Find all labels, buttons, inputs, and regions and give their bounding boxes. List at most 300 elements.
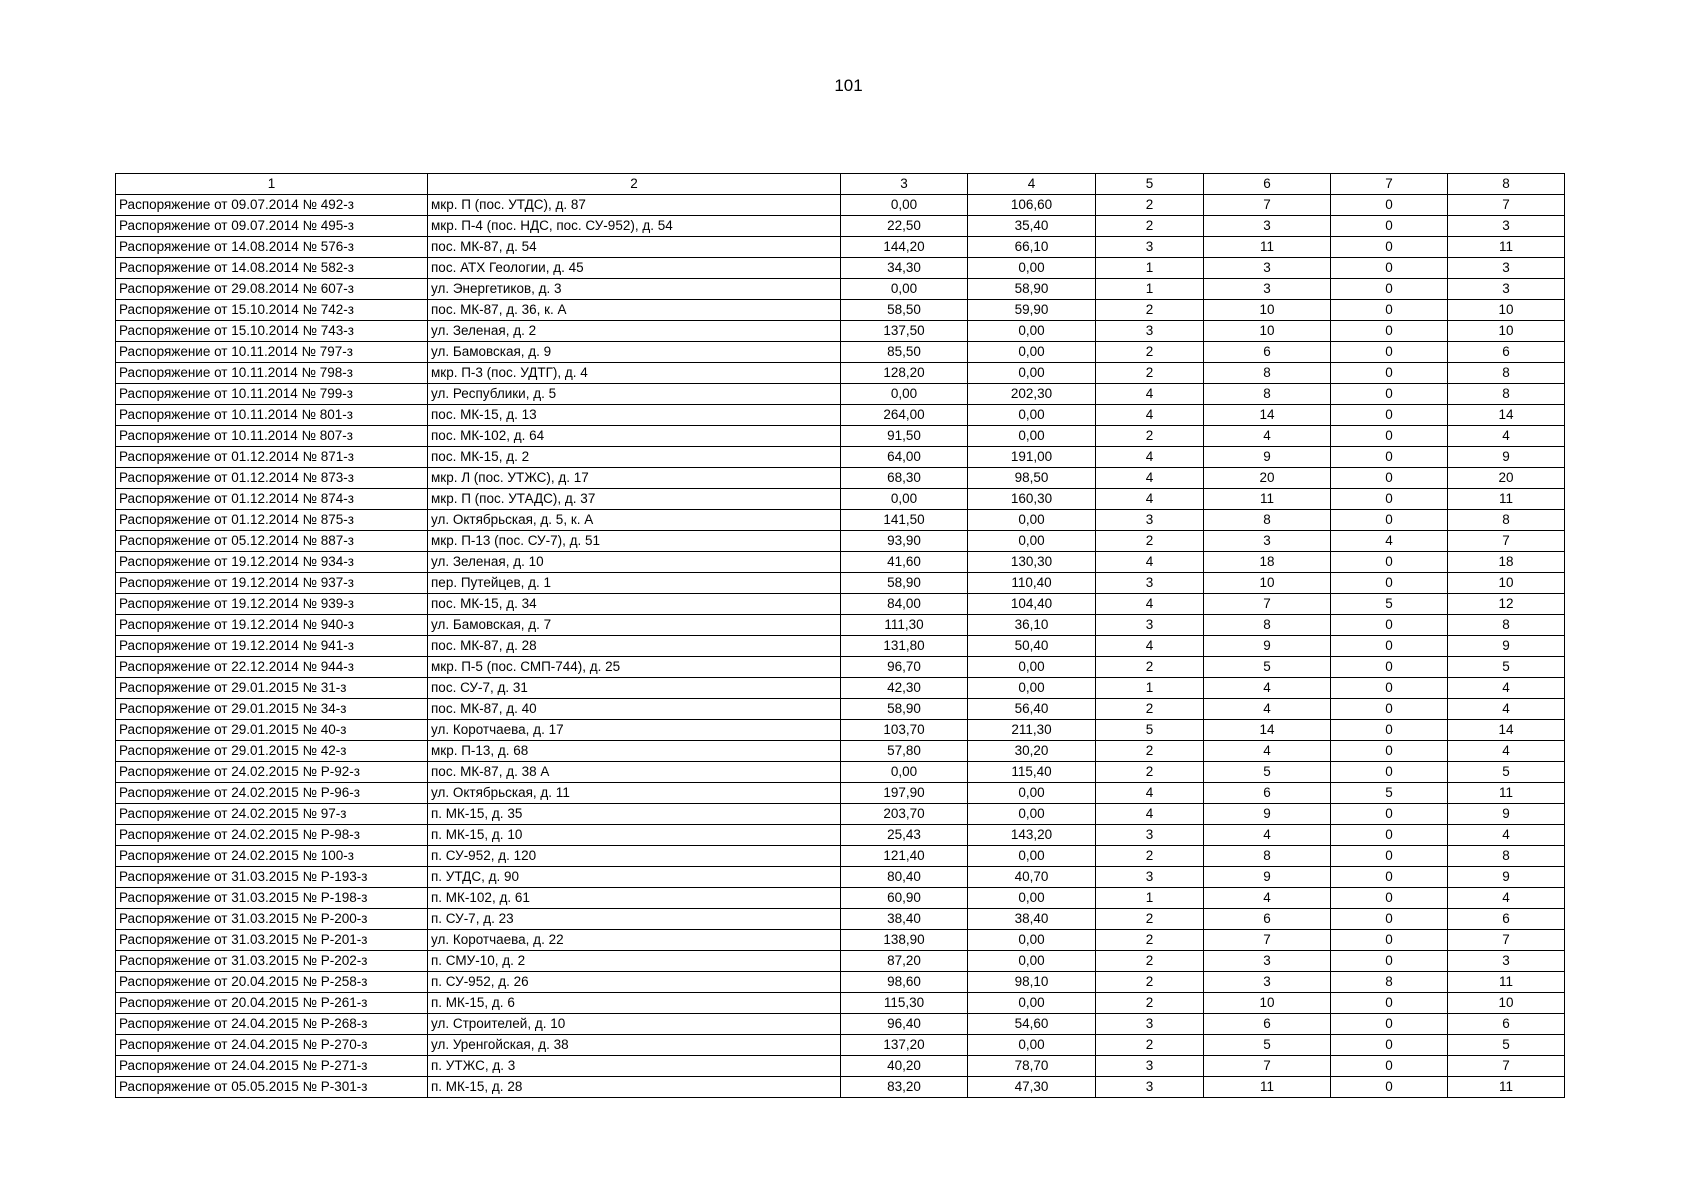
value-col7-cell: 0: [1331, 321, 1448, 342]
value-col6-cell: 9: [1204, 867, 1331, 888]
value-col6-cell: 10: [1204, 321, 1331, 342]
value-col4-cell: 104,40: [968, 594, 1096, 615]
address-cell: пос. АТХ Геологии, д. 45: [428, 258, 841, 279]
value-col4-cell: 0,00: [968, 783, 1096, 804]
value-col3-cell: 42,30: [841, 678, 968, 699]
value-col3-cell: 96,70: [841, 657, 968, 678]
value-col8-cell: 4: [1448, 888, 1565, 909]
value-col3-cell: 0,00: [841, 279, 968, 300]
address-cell: пос. МК-87, д. 54: [428, 237, 841, 258]
value-col6-cell: 7: [1204, 930, 1331, 951]
order-cell: Распоряжение от 24.02.2015 № 100-з: [116, 846, 428, 867]
address-cell: п. МК-15, д. 6: [428, 993, 841, 1014]
value-col7-cell: 0: [1331, 951, 1448, 972]
address-cell: мкр. П (пос. УТДС), д. 87: [428, 195, 841, 216]
value-col5-cell: 2: [1096, 846, 1204, 867]
value-col3-cell: 111,30: [841, 615, 968, 636]
value-col4-cell: 59,90: [968, 300, 1096, 321]
value-col6-cell: 7: [1204, 195, 1331, 216]
value-col6-cell: 14: [1204, 720, 1331, 741]
address-cell: мкр. П-5 (пос. СМП-744), д. 25: [428, 657, 841, 678]
value-col4-cell: 0,00: [968, 510, 1096, 531]
value-col8-cell: 6: [1448, 909, 1565, 930]
address-cell: пос. МК-15, д. 13: [428, 405, 841, 426]
address-cell: ул. Коротчаева, д. 22: [428, 930, 841, 951]
table-row: [116, 279, 1565, 300]
value-col5-cell: 2: [1096, 531, 1204, 552]
value-col8-cell: 6: [1448, 1014, 1565, 1035]
value-col8-cell: 11: [1448, 972, 1565, 993]
value-col7-cell: 0: [1331, 1077, 1448, 1098]
value-col4-cell: 0,00: [968, 930, 1096, 951]
value-col8-cell: 6: [1448, 342, 1565, 363]
value-col8-cell: 11: [1448, 1077, 1565, 1098]
value-col6-cell: 18: [1204, 552, 1331, 573]
value-col7-cell: 0: [1331, 237, 1448, 258]
table-row: [116, 300, 1565, 321]
value-col7-cell: 5: [1331, 594, 1448, 615]
value-col6-cell: 9: [1204, 636, 1331, 657]
value-col6-cell: 11: [1204, 489, 1331, 510]
table-row: [116, 951, 1565, 972]
order-cell: Распоряжение от 19.12.2014 № 939-з: [116, 594, 428, 615]
order-cell: Распоряжение от 24.02.2015 № 97-з: [116, 804, 428, 825]
value-col5-cell: 3: [1096, 237, 1204, 258]
address-cell: мкр. П-13, д. 68: [428, 741, 841, 762]
value-col7-cell: 0: [1331, 636, 1448, 657]
value-col7-cell: 0: [1331, 1035, 1448, 1056]
value-col7-cell: 0: [1331, 1014, 1448, 1035]
value-col5-cell: 2: [1096, 216, 1204, 237]
value-col3-cell: 57,80: [841, 741, 968, 762]
value-col7-cell: 5: [1331, 783, 1448, 804]
value-col4-cell: 0,00: [968, 426, 1096, 447]
value-col4-cell: 0,00: [968, 363, 1096, 384]
value-col8-cell: 7: [1448, 195, 1565, 216]
address-cell: п. МК-102, д. 61: [428, 888, 841, 909]
value-col7-cell: 0: [1331, 825, 1448, 846]
column-header-4: 4: [968, 174, 1096, 195]
order-cell: Распоряжение от 22.12.2014 № 944-з: [116, 657, 428, 678]
value-col5-cell: 2: [1096, 741, 1204, 762]
value-col3-cell: 96,40: [841, 1014, 968, 1035]
table-row: [116, 825, 1565, 846]
order-cell: Распоряжение от 31.03.2015 № Р-202-з: [116, 951, 428, 972]
value-col3-cell: 22,50: [841, 216, 968, 237]
table-row: [116, 363, 1565, 384]
value-col3-cell: 68,30: [841, 468, 968, 489]
value-col8-cell: 7: [1448, 1056, 1565, 1077]
value-col7-cell: 0: [1331, 846, 1448, 867]
value-col3-cell: 85,50: [841, 342, 968, 363]
value-col4-cell: 30,20: [968, 741, 1096, 762]
value-col6-cell: 11: [1204, 1077, 1331, 1098]
value-col8-cell: 3: [1448, 951, 1565, 972]
address-cell: пос. МК-102, д. 64: [428, 426, 841, 447]
address-cell: ул. Энергетиков, д. 3: [428, 279, 841, 300]
value-col8-cell: 9: [1448, 636, 1565, 657]
address-cell: ул. Бамовская, д. 7: [428, 615, 841, 636]
value-col8-cell: 3: [1448, 279, 1565, 300]
value-col5-cell: 3: [1096, 867, 1204, 888]
value-col5-cell: 3: [1096, 1014, 1204, 1035]
value-col6-cell: 4: [1204, 825, 1331, 846]
value-col5-cell: 4: [1096, 468, 1204, 489]
value-col5-cell: 5: [1096, 720, 1204, 741]
value-col7-cell: 0: [1331, 447, 1448, 468]
order-cell: Распоряжение от 29.01.2015 № 40-з: [116, 720, 428, 741]
value-col7-cell: 0: [1331, 573, 1448, 594]
address-cell: п. МК-15, д. 35: [428, 804, 841, 825]
value-col3-cell: 115,30: [841, 993, 968, 1014]
value-col4-cell: 0,00: [968, 657, 1096, 678]
order-cell: Распоряжение от 19.12.2014 № 937-з: [116, 573, 428, 594]
value-col8-cell: 9: [1448, 804, 1565, 825]
value-col7-cell: 0: [1331, 741, 1448, 762]
table-row: [116, 699, 1565, 720]
value-col7-cell: 0: [1331, 342, 1448, 363]
order-cell: Распоряжение от 19.12.2014 № 941-з: [116, 636, 428, 657]
page-number: 101: [834, 76, 863, 95]
value-col3-cell: 58,50: [841, 300, 968, 321]
value-col4-cell: 35,40: [968, 216, 1096, 237]
value-col4-cell: 130,30: [968, 552, 1096, 573]
value-col3-cell: 80,40: [841, 867, 968, 888]
value-col8-cell: 7: [1448, 930, 1565, 951]
value-col5-cell: 3: [1096, 573, 1204, 594]
table-row: [116, 384, 1565, 405]
column-header-7: 7: [1331, 174, 1448, 195]
value-col4-cell: 78,70: [968, 1056, 1096, 1077]
table-row: [116, 867, 1565, 888]
order-cell: Распоряжение от 19.12.2014 № 940-з: [116, 615, 428, 636]
address-cell: ул. Строителей, д. 10: [428, 1014, 841, 1035]
value-col6-cell: 7: [1204, 1056, 1331, 1077]
order-cell: Распоряжение от 31.03.2015 № Р-198-з: [116, 888, 428, 909]
order-cell: Распоряжение от 29.01.2015 № 31-з: [116, 678, 428, 699]
order-cell: Распоряжение от 24.02.2015 № Р-96-з: [116, 783, 428, 804]
address-cell: ул. Зеленая, д. 10: [428, 552, 841, 573]
value-col8-cell: 4: [1448, 426, 1565, 447]
value-col7-cell: 0: [1331, 510, 1448, 531]
table-row: [116, 804, 1565, 825]
value-col3-cell: 34,30: [841, 258, 968, 279]
table-row: [116, 321, 1565, 342]
value-col4-cell: 106,60: [968, 195, 1096, 216]
value-col7-cell: 4: [1331, 531, 1448, 552]
value-col5-cell: 2: [1096, 699, 1204, 720]
address-cell: мкр. П-13 (пос. СУ-7), д. 51: [428, 531, 841, 552]
value-col5-cell: 1: [1096, 888, 1204, 909]
address-cell: пос. МК-87, д. 40: [428, 699, 841, 720]
value-col4-cell: 115,40: [968, 762, 1096, 783]
address-cell: п. СУ-952, д. 120: [428, 846, 841, 867]
table-row: [116, 510, 1565, 531]
table-row: [116, 552, 1565, 573]
value-col5-cell: 3: [1096, 1077, 1204, 1098]
value-col5-cell: 2: [1096, 930, 1204, 951]
table-row: [116, 447, 1565, 468]
value-col3-cell: 0,00: [841, 195, 968, 216]
value-col3-cell: 83,20: [841, 1077, 968, 1098]
order-cell: Распоряжение от 09.07.2014 № 495-з: [116, 216, 428, 237]
value-col7-cell: 0: [1331, 1056, 1448, 1077]
value-col5-cell: 2: [1096, 993, 1204, 1014]
order-cell: Распоряжение от 20.04.2015 № Р-258-з: [116, 972, 428, 993]
value-col5-cell: 4: [1096, 447, 1204, 468]
address-cell: п. УТЖС, д. 3: [428, 1056, 841, 1077]
value-col6-cell: 4: [1204, 699, 1331, 720]
value-col3-cell: 0,00: [841, 762, 968, 783]
value-col3-cell: 131,80: [841, 636, 968, 657]
value-col5-cell: 2: [1096, 363, 1204, 384]
address-cell: ул. Коротчаева, д. 17: [428, 720, 841, 741]
value-col3-cell: 58,90: [841, 573, 968, 594]
address-cell: ул. Уренгойская, д. 38: [428, 1035, 841, 1056]
value-col8-cell: 12: [1448, 594, 1565, 615]
table-row: [116, 468, 1565, 489]
order-cell: Распоряжение от 24.02.2015 № Р-98-з: [116, 825, 428, 846]
column-header-8: 8: [1448, 174, 1565, 195]
table-row: [116, 762, 1565, 783]
value-col6-cell: 11: [1204, 237, 1331, 258]
order-cell: Распоряжение от 20.04.2015 № Р-261-з: [116, 993, 428, 1014]
value-col4-cell: 0,00: [968, 951, 1096, 972]
value-col5-cell: 2: [1096, 762, 1204, 783]
value-col3-cell: 84,00: [841, 594, 968, 615]
order-cell: Распоряжение от 31.03.2015 № Р-193-з: [116, 867, 428, 888]
value-col5-cell: 4: [1096, 489, 1204, 510]
value-col5-cell: 2: [1096, 972, 1204, 993]
value-col8-cell: 10: [1448, 573, 1565, 594]
value-col6-cell: 4: [1204, 888, 1331, 909]
column-header-5: 5: [1096, 174, 1204, 195]
table-row: [116, 405, 1565, 426]
value-col8-cell: 4: [1448, 699, 1565, 720]
order-cell: Распоряжение от 01.12.2014 № 875-з: [116, 510, 428, 531]
table-row: [116, 930, 1565, 951]
value-col3-cell: 38,40: [841, 909, 968, 930]
order-cell: Распоряжение от 10.11.2014 № 797-з: [116, 342, 428, 363]
table-row: [116, 594, 1565, 615]
address-cell: пос. МК-87, д. 36, к. А: [428, 300, 841, 321]
value-col7-cell: 0: [1331, 615, 1448, 636]
value-col7-cell: 0: [1331, 552, 1448, 573]
value-col7-cell: 0: [1331, 720, 1448, 741]
value-col8-cell: 4: [1448, 825, 1565, 846]
table-row: [116, 888, 1565, 909]
value-col3-cell: 137,50: [841, 321, 968, 342]
value-col6-cell: 5: [1204, 762, 1331, 783]
value-col4-cell: 110,40: [968, 573, 1096, 594]
address-cell: п. МК-15, д. 10: [428, 825, 841, 846]
order-cell: Распоряжение от 10.11.2014 № 799-з: [116, 384, 428, 405]
address-cell: пос. МК-87, д. 28: [428, 636, 841, 657]
order-cell: Распоряжение от 14.08.2014 № 582-з: [116, 258, 428, 279]
value-col7-cell: 0: [1331, 216, 1448, 237]
order-cell: Распоряжение от 31.03.2015 № Р-200-з: [116, 909, 428, 930]
value-col5-cell: 2: [1096, 426, 1204, 447]
address-cell: пос. МК-15, д. 34: [428, 594, 841, 615]
address-cell: пос. МК-15, д. 2: [428, 447, 841, 468]
value-col4-cell: 66,10: [968, 237, 1096, 258]
table-row: [116, 258, 1565, 279]
table-row: [116, 1056, 1565, 1077]
value-col6-cell: 10: [1204, 993, 1331, 1014]
address-cell: пос. МК-87, д. 38 А: [428, 762, 841, 783]
address-cell: ул. Зеленая, д. 2: [428, 321, 841, 342]
value-col7-cell: 0: [1331, 279, 1448, 300]
address-cell: мкр. П-4 (пос. НДС, пос. СУ-952), д. 54: [428, 216, 841, 237]
value-col8-cell: 8: [1448, 384, 1565, 405]
value-col4-cell: 0,00: [968, 342, 1096, 363]
value-col5-cell: 2: [1096, 951, 1204, 972]
value-col8-cell: 9: [1448, 447, 1565, 468]
order-cell: Распоряжение от 24.04.2015 № Р-271-з: [116, 1056, 428, 1077]
value-col3-cell: 128,20: [841, 363, 968, 384]
table-row: [116, 909, 1565, 930]
order-cell: Распоряжение от 29.08.2014 № 607-з: [116, 279, 428, 300]
address-cell: пос. СУ-7, д. 31: [428, 678, 841, 699]
value-col4-cell: 0,00: [968, 993, 1096, 1014]
value-col6-cell: 9: [1204, 447, 1331, 468]
value-col8-cell: 5: [1448, 1035, 1565, 1056]
value-col6-cell: 6: [1204, 1014, 1331, 1035]
value-col5-cell: 4: [1096, 594, 1204, 615]
value-col4-cell: 0,00: [968, 1035, 1096, 1056]
data-table: [115, 173, 1565, 1098]
value-col3-cell: 98,60: [841, 972, 968, 993]
table-body: [116, 195, 1565, 1098]
order-cell: Распоряжение от 05.12.2014 № 887-з: [116, 531, 428, 552]
address-cell: ул. Октябрьская, д. 11: [428, 783, 841, 804]
value-col8-cell: 8: [1448, 363, 1565, 384]
value-col3-cell: 141,50: [841, 510, 968, 531]
value-col6-cell: 4: [1204, 678, 1331, 699]
order-cell: Распоряжение от 09.07.2014 № 492-з: [116, 195, 428, 216]
value-col6-cell: 3: [1204, 951, 1331, 972]
value-col8-cell: 11: [1448, 237, 1565, 258]
value-col3-cell: 138,90: [841, 930, 968, 951]
value-col7-cell: 0: [1331, 300, 1448, 321]
order-cell: Распоряжение от 24.02.2015 № Р-92-з: [116, 762, 428, 783]
order-cell: Распоряжение от 29.01.2015 № 34-з: [116, 699, 428, 720]
value-col8-cell: 14: [1448, 720, 1565, 741]
value-col4-cell: 58,90: [968, 279, 1096, 300]
value-col5-cell: 3: [1096, 321, 1204, 342]
address-cell: п. УТДС, д. 90: [428, 867, 841, 888]
order-cell: Распоряжение от 01.12.2014 № 874-з: [116, 489, 428, 510]
value-col7-cell: 0: [1331, 489, 1448, 510]
value-col5-cell: 4: [1096, 804, 1204, 825]
value-col5-cell: 1: [1096, 258, 1204, 279]
value-col6-cell: 10: [1204, 300, 1331, 321]
value-col5-cell: 4: [1096, 783, 1204, 804]
value-col8-cell: 10: [1448, 300, 1565, 321]
table-row: [116, 195, 1565, 216]
address-cell: пер. Путейцев, д. 1: [428, 573, 841, 594]
value-col4-cell: 0,00: [968, 405, 1096, 426]
value-col3-cell: 0,00: [841, 384, 968, 405]
table-row: [116, 237, 1565, 258]
column-header-1: 1: [116, 174, 428, 195]
value-col7-cell: 0: [1331, 384, 1448, 405]
table-row: [116, 573, 1565, 594]
value-col7-cell: 0: [1331, 867, 1448, 888]
value-col4-cell: 36,10: [968, 615, 1096, 636]
value-col3-cell: 264,00: [841, 405, 968, 426]
order-cell: Распоряжение от 10.11.2014 № 801-з: [116, 405, 428, 426]
address-cell: мкр. П (пос. УТАДС), д. 37: [428, 489, 841, 510]
table-row: [116, 846, 1565, 867]
value-col4-cell: 143,20: [968, 825, 1096, 846]
value-col5-cell: 4: [1096, 405, 1204, 426]
value-col6-cell: 10: [1204, 573, 1331, 594]
value-col3-cell: 103,70: [841, 720, 968, 741]
table-row: [116, 783, 1565, 804]
header-row: [116, 174, 1565, 195]
value-col6-cell: 6: [1204, 342, 1331, 363]
value-col7-cell: 0: [1331, 657, 1448, 678]
value-col4-cell: 0,00: [968, 804, 1096, 825]
column-header-3: 3: [841, 174, 968, 195]
value-col4-cell: 56,40: [968, 699, 1096, 720]
value-col8-cell: 10: [1448, 321, 1565, 342]
address-cell: мкр. П-3 (пос. УДТГ), д. 4: [428, 363, 841, 384]
value-col7-cell: 0: [1331, 195, 1448, 216]
table-row: [116, 531, 1565, 552]
value-col6-cell: 7: [1204, 594, 1331, 615]
value-col7-cell: 0: [1331, 909, 1448, 930]
value-col6-cell: 9: [1204, 804, 1331, 825]
value-col3-cell: 64,00: [841, 447, 968, 468]
value-col8-cell: 8: [1448, 615, 1565, 636]
order-cell: Распоряжение от 01.12.2014 № 871-з: [116, 447, 428, 468]
table-row: [116, 216, 1565, 237]
value-col8-cell: 8: [1448, 510, 1565, 531]
order-cell: Распоряжение от 24.04.2015 № Р-268-з: [116, 1014, 428, 1035]
value-col6-cell: 14: [1204, 405, 1331, 426]
value-col5-cell: 2: [1096, 300, 1204, 321]
value-col4-cell: 40,70: [968, 867, 1096, 888]
value-col4-cell: 50,40: [968, 636, 1096, 657]
value-col4-cell: 98,50: [968, 468, 1096, 489]
value-col8-cell: 11: [1448, 783, 1565, 804]
value-col8-cell: 20: [1448, 468, 1565, 489]
value-col5-cell: 2: [1096, 657, 1204, 678]
value-col7-cell: 0: [1331, 930, 1448, 951]
value-col4-cell: 202,30: [968, 384, 1096, 405]
value-col8-cell: 8: [1448, 846, 1565, 867]
value-col4-cell: 98,10: [968, 972, 1096, 993]
value-col4-cell: 0,00: [968, 258, 1096, 279]
value-col4-cell: 0,00: [968, 678, 1096, 699]
value-col5-cell: 3: [1096, 825, 1204, 846]
table-row: [116, 615, 1565, 636]
table-row: [116, 1035, 1565, 1056]
value-col5-cell: 3: [1096, 615, 1204, 636]
value-col3-cell: 40,20: [841, 1056, 968, 1077]
value-col3-cell: 203,70: [841, 804, 968, 825]
table-row: [116, 678, 1565, 699]
value-col7-cell: 0: [1331, 804, 1448, 825]
value-col8-cell: 3: [1448, 216, 1565, 237]
address-cell: п. МК-15, д. 28: [428, 1077, 841, 1098]
order-cell: Распоряжение от 14.08.2014 № 576-з: [116, 237, 428, 258]
value-col4-cell: 0,00: [968, 888, 1096, 909]
address-cell: ул. Бамовская, д. 9: [428, 342, 841, 363]
value-col6-cell: 6: [1204, 909, 1331, 930]
